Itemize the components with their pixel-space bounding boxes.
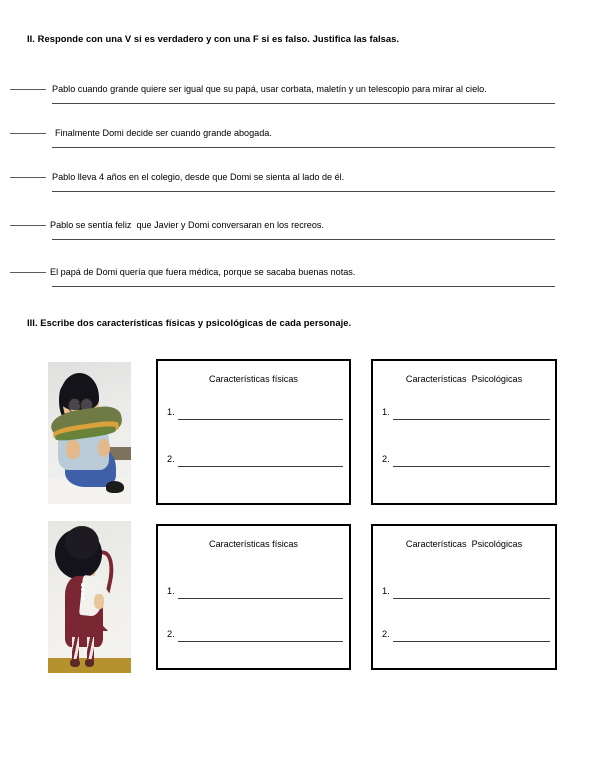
character-photo-girl (48, 521, 131, 673)
physical-traits-box-2[interactable] (156, 524, 351, 670)
statement-text: Pablo se sentía feliz que Javier y Domi conversaran en los recreos. (50, 220, 324, 230)
justification-line-2[interactable] (52, 147, 555, 148)
trait-entry[interactable] (382, 586, 550, 599)
character-photo-boy (48, 362, 131, 504)
entry-number: 1. (382, 586, 390, 596)
entry-number: 2. (167, 454, 175, 464)
true-false-item (0, 212, 600, 256)
right-arm (98, 439, 110, 457)
statement-text: Pablo cuando grande quiere ser igual que su papá, usar corbata, maletín y un telescopio para mirar al cielo. (52, 84, 487, 94)
glasses-bridge (78, 403, 81, 404)
entry-number: 2. (382, 454, 390, 464)
trait-entry[interactable] (167, 586, 343, 599)
left-shoe (70, 659, 79, 667)
true-false-item (0, 259, 600, 303)
entry-line[interactable] (178, 598, 343, 599)
statement-text: El papá de Domi quería que fuera médica, porque se sacaba buenas notas. (50, 267, 356, 277)
entry-number: 1. (167, 407, 175, 417)
entry-line[interactable] (393, 598, 550, 599)
true-false-item (0, 164, 600, 208)
answer-blank-4[interactable] (10, 225, 46, 226)
justification-line-3[interactable] (52, 191, 555, 192)
trait-entry[interactable] (167, 454, 343, 467)
trait-entry[interactable] (167, 407, 343, 420)
entry-number: 1. (167, 586, 175, 596)
entry-number: 2. (382, 629, 390, 639)
physical-traits-box-1[interactable] (156, 359, 351, 505)
left-arm (66, 440, 79, 458)
trait-entry[interactable] (382, 454, 550, 467)
box-title: Características Psicológicas (405, 539, 523, 549)
trait-entry[interactable] (167, 629, 343, 642)
true-false-item (0, 120, 600, 164)
entry-number: 2. (167, 629, 175, 639)
answer-blank-3[interactable] (10, 177, 46, 178)
entry-number: 1. (382, 407, 390, 417)
shoe (106, 481, 124, 492)
justification-line-5[interactable] (52, 286, 555, 287)
hand (94, 594, 103, 609)
entry-line[interactable] (393, 466, 550, 467)
entry-line[interactable] (178, 419, 343, 420)
afro-hair-top (65, 526, 100, 559)
entry-line[interactable] (178, 466, 343, 467)
statement-text: Finalmente Domi decide ser cuando grande abogada. (55, 128, 272, 138)
answer-blank-5[interactable] (10, 272, 46, 273)
section-three-heading: III. Escribe dos características físicas y psicológicas de cada personaje. (27, 317, 352, 328)
entry-line[interactable] (178, 641, 343, 642)
statement-text: Pablo lleva 4 años en el colegio, desde que Domi se sienta al lado de él. (52, 172, 345, 182)
entry-line[interactable] (393, 419, 550, 420)
justification-line-4[interactable] (52, 239, 555, 240)
entry-line[interactable] (393, 641, 550, 642)
psychological-traits-box-2[interactable] (371, 524, 557, 670)
trait-entry[interactable] (382, 407, 550, 420)
answer-blank-1[interactable] (10, 89, 46, 90)
trait-entry[interactable] (382, 629, 550, 642)
answer-blank-2[interactable] (10, 133, 46, 134)
section-two-heading: II. Responde con una V si es verdadero y con una F si es falso. Justifica las falsas. (27, 33, 400, 44)
box-title: Características físicas (209, 374, 298, 384)
justification-line-1[interactable] (52, 103, 555, 104)
psychological-traits-box-1[interactable] (371, 359, 557, 505)
box-title: Características Psicológicas (405, 374, 523, 384)
true-false-item (0, 76, 600, 120)
box-title: Características físicas (209, 539, 298, 549)
